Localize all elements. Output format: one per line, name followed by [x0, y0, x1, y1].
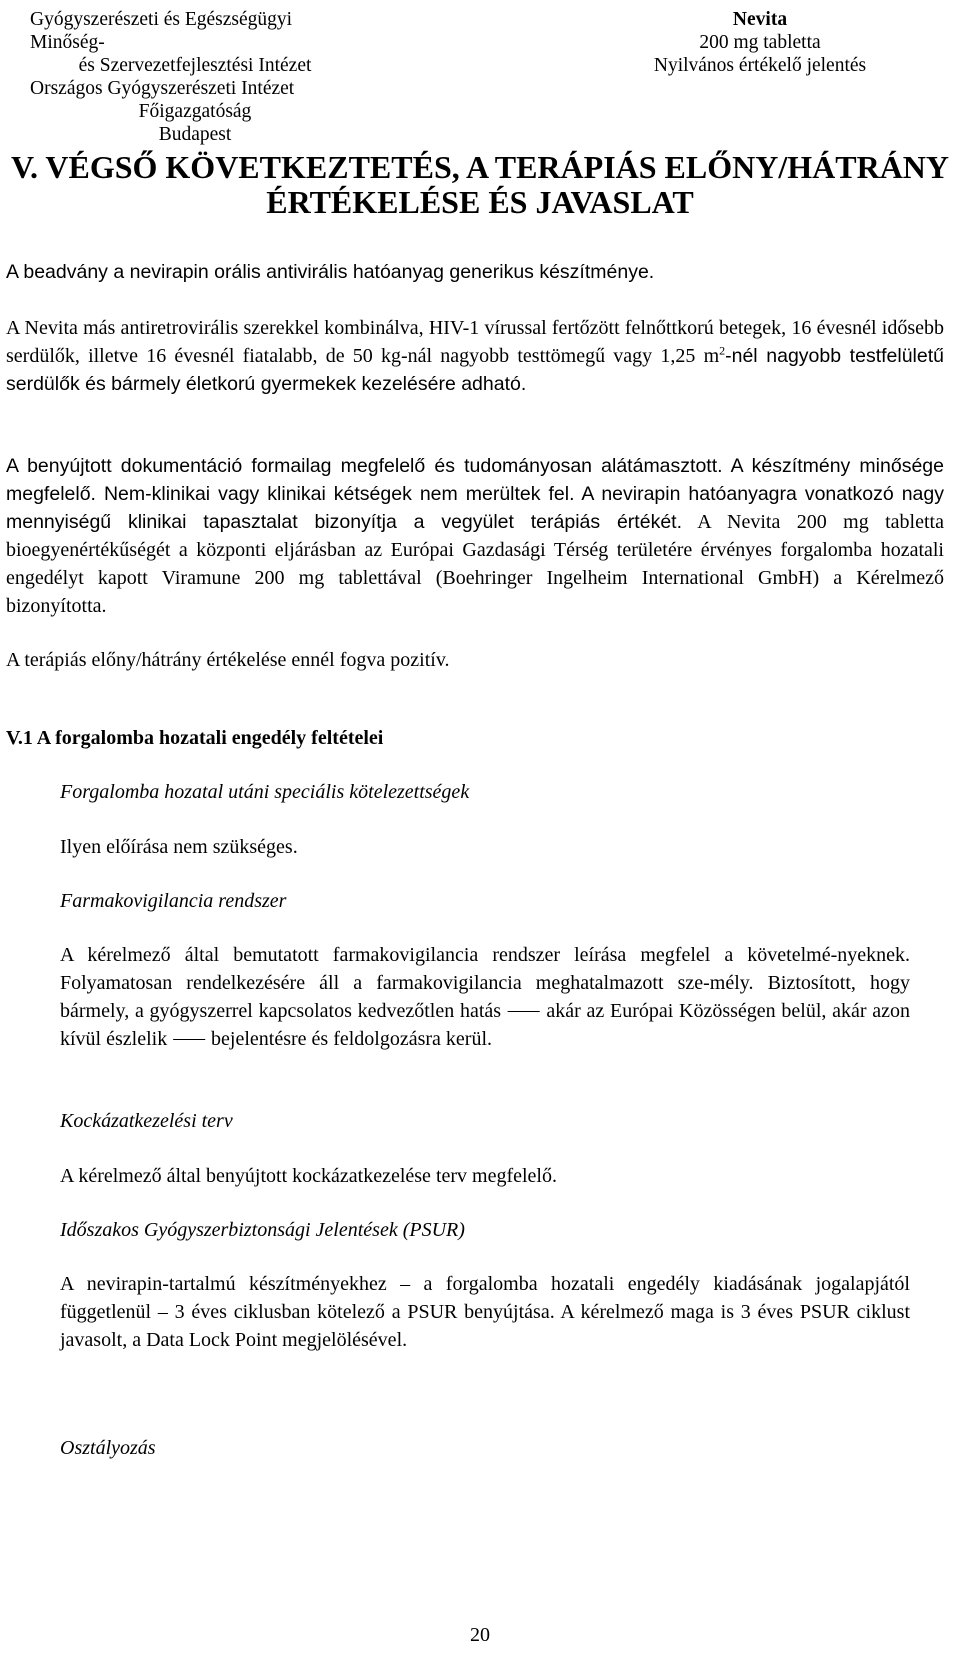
- subsection-title: Időszakos Gyógyszerbiztonsági Jelentések (PSUR): [60, 1219, 465, 1241]
- superscript: 2: [719, 343, 726, 358]
- indication-paragraph: [6, 314, 944, 398]
- title-line: ÉRTÉKELÉSE ÉS JAVASLAT: [266, 184, 694, 220]
- product-strength: 200 mg tabletta: [699, 32, 821, 53]
- subsection-title: Farmakovigilancia rendszer: [60, 890, 287, 912]
- institution-line: Főigazgatóság: [138, 101, 252, 122]
- indication-text: A Nevita más antiretrovirális szerekkel kombinálva, HIV-1 vírussal fertőzött felnőttkorú betegek, 16 évesnél idősebb serdülők, illetve 16 évesnél fiatalabb, de 50 kg-nál nagyobb testtömegű vagy 1,25 m: [6, 317, 944, 367]
- documentation-paragraph: [6, 452, 944, 620]
- report-type: Nyilvános értékelő jelentés: [653, 55, 867, 76]
- page-number: 20: [470, 1624, 490, 1646]
- institution-line: Országos Gyógyszerészeti Intézet: [30, 78, 295, 99]
- indication-text: -nél nagyobb testfelületű serdülők és bármely életkorú gyermekek kezelésére adható.: [6, 345, 944, 395]
- page-title: [0, 150, 960, 220]
- subsection-text: A nevirapin-tartalmú készítményekhez – a forgalomba hozatali engedély kiadásának jogalapjától függetlenül – 3 éves ciklusban kötelező a PSUR benyújtása. A kérelmező maga is 3 éves PSUR ciklust javasolt, a Data Lock Point megjelölésével.: [60, 1273, 910, 1351]
- conclusion-paragraph: A terápiás előny/hátrány értékelése ennél fogva pozitív.: [6, 649, 450, 671]
- intro-paragraph: A beadvány a nevirapin orális antivirális hatóanyag generikus készítménye.: [6, 261, 655, 283]
- title-line: V. VÉGSŐ KÖVETKEZTETÉS, A TERÁPIÁS ELŐNY/HÁTRÁNY: [10, 149, 950, 185]
- section-heading: V.1 A forgalomba hozatali engedély feltételei: [6, 727, 384, 749]
- institution-block: [30, 8, 360, 146]
- subsection-title: Osztályozás: [60, 1437, 156, 1459]
- documentation-text: A benyújtott dokumentáció formailag megfelelő és tudományosan alátámasztott. A készítmény minősége megfelelő. Nem-klinikai vagy klinikai kétségek nem merültek fel. A nevirapin hatóanyagra vonatkozó nagy mennyiségű klinikai tapasztalat bizonyítja a vegyület terápiás értékét.: [6, 455, 944, 533]
- subsection-title: Kockázatkezelési terv: [60, 1110, 233, 1132]
- subsection-text: A kérelmező által benyújtott kockázatkezelése terv megfelelő.: [60, 1165, 557, 1187]
- institution-line: Gyógyszerészeti és Egészségügyi Minőség-: [30, 9, 293, 53]
- subsection-text: A kérelmező által bemutatott farmakovigilancia rendszer leírása megfelel a követelmé-nyeknek. Folyamatosan rendelkezésére áll a farmakovigilancia meghatalmazott sze-mély. Biztosított, hogy bármely, a gyógyszerrel kapcsolatos kedvezőtlen hatás ⸺ akár az Európai Közösségen belül, akár azon kívül észlelik ⸺ bejelentésre és feldolgozásra kerül.: [60, 944, 910, 1050]
- institution-line: és Szervezetfejlesztési Intézet: [78, 55, 312, 76]
- product-name: Nevita: [732, 9, 788, 30]
- institution-line: Budapest: [158, 124, 232, 145]
- product-block: [610, 8, 910, 77]
- subsection-title: Forgalomba hozatal utáni speciális kötelezettségek: [60, 781, 470, 803]
- subsection-text: Ilyen előírása nem szükséges.: [60, 836, 298, 858]
- documentation-text: A Nevita 200 mg tabletta bioegyenértékűségét a központi eljárásban az Európai Gazdasági Térség területére érvényes forgalomba hozatali engedélyt kapott Viramune 200 mg tablettával (Boehringer Ingelheim International GmbH) a Kérelmező bizonyította.: [6, 511, 944, 617]
